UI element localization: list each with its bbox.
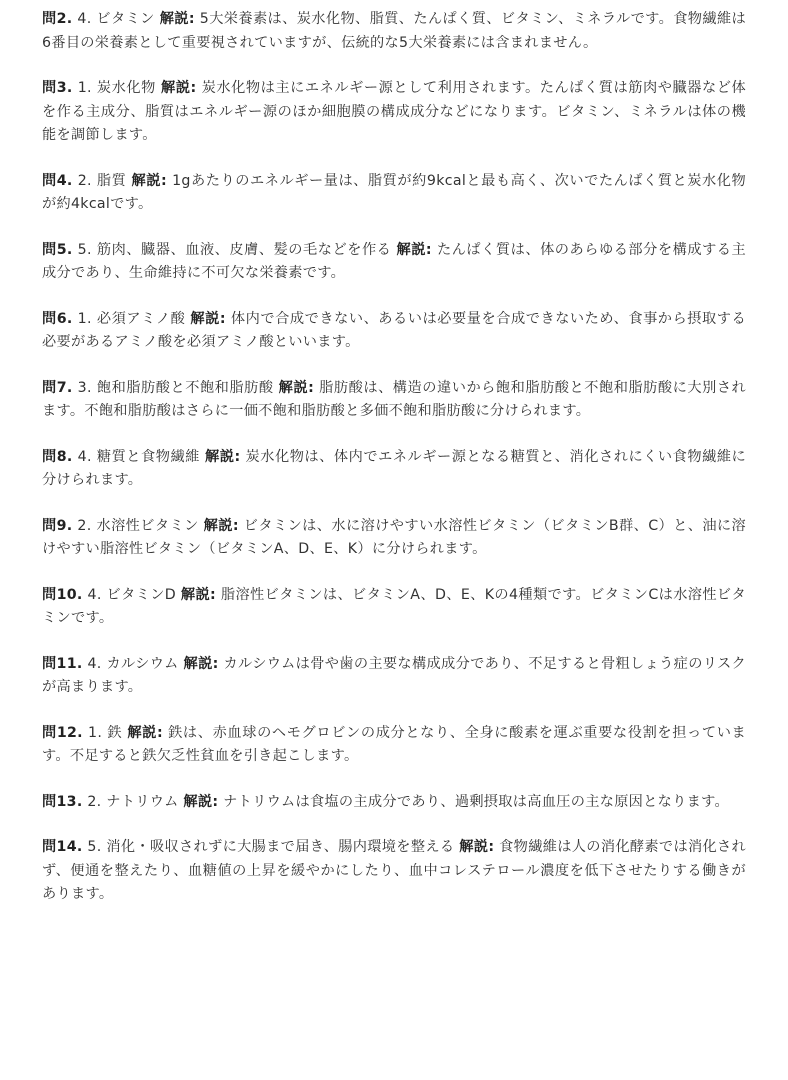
answer-text: 4. カルシウム xyxy=(87,655,179,672)
answer-text: 1. 炭水化物 xyxy=(77,80,156,96)
explanation-text: 体内で合成できない、あるいは必要量を合成できないため、食事から摂取する必要があるアミノ酸を必須アミノ酸といいます。 xyxy=(42,310,746,350)
answer-text: 2. ナトリウム xyxy=(87,793,179,810)
explanation-label: 解説: xyxy=(180,586,217,603)
question-number: 問12. xyxy=(42,724,83,741)
explanation-text: 5大栄養素は、炭水化物、脂質、たんぱく質、ビタミン、ミネラルです。食物繊維は6番目の栄養素として重要視されていますが、伝統的な5大栄養素には含まれません。 xyxy=(42,11,747,51)
question-item-3 xyxy=(42,77,746,148)
question-item-12 xyxy=(42,722,746,769)
question-item-8 xyxy=(42,446,746,493)
explanation-label: 解説: xyxy=(396,241,432,258)
explanation-text: カルシウムは骨や歯の主要な構成成分であり、不足すると骨粗しょう症のリスクが高まります。 xyxy=(42,655,747,695)
explanation-text: 炭水化物は、体内でエネルギー源となる糖質と、消化されにくい食物繊維に分けられます。 xyxy=(42,448,747,488)
explanation-text: 脂肪酸は、構造の違いから飽和脂肪酸と不飽和脂肪酸に大別されます。不飽和脂肪酸はさらに一価不飽和脂肪酸と多価不飽和脂肪酸に分けられます。 xyxy=(42,379,747,419)
question-number: 問3. xyxy=(42,80,73,96)
answer-text: 2. 水溶性ビタミン xyxy=(77,517,199,534)
question-number: 問9. xyxy=(42,517,73,534)
answer-text: 2. 脂質 xyxy=(77,172,127,189)
question-number: 問4. xyxy=(42,172,73,189)
explanation-text: たんぱく質は、体のあらゆる部分を構成する主成分であり、生命維持に不可欠な栄養素です。 xyxy=(42,241,747,281)
explanation-label: 解説: xyxy=(183,793,219,810)
question-number: 問5. xyxy=(42,241,73,258)
question-number: 問6. xyxy=(42,310,73,327)
answer-text: 1. 必須アミノ酸 xyxy=(77,310,186,327)
question-number: 問13. xyxy=(42,793,83,810)
question-item-6 xyxy=(42,308,746,355)
explanation-text: 脂溶性ビタミンは、ビタミンA、D、E、Kの4種類です。ビタミンCは水溶性ビタミンです。 xyxy=(42,586,746,626)
explanation-label: 解説: xyxy=(183,655,219,672)
explanation-label: 解説: xyxy=(459,839,495,855)
answer-text: 1. 鉄 xyxy=(88,724,123,741)
answer-text: 4. 糖質と食物繊維 xyxy=(77,448,200,465)
question-item-14 xyxy=(42,836,746,907)
answer-text: 5. 消化・吸収されずに大腸まで届き、腸内環境を整える xyxy=(87,839,455,855)
question-item-10 xyxy=(42,584,746,631)
explanation-text: 鉄は、赤血球のヘモグロビンの成分となり、全身に酸素を運ぶ重要な役割を担っています。不足すると鉄欠乏性貧血を引き起こします。 xyxy=(42,724,747,764)
question-item-7 xyxy=(42,377,746,424)
answer-text: 5. 筋肉、臓器、血液、皮膚、髪の毛などを作る xyxy=(77,241,392,258)
explanation-label: 解説: xyxy=(131,172,167,189)
question-number: 問7. xyxy=(42,379,73,396)
explanation-label: 解説: xyxy=(203,517,239,534)
question-item-4 xyxy=(42,170,746,217)
question-number: 問8. xyxy=(42,448,73,465)
answer-text: 4. ビタミン xyxy=(77,11,155,27)
question-item-11 xyxy=(42,653,746,700)
question-number: 問2. xyxy=(42,11,73,27)
question-number: 問10. xyxy=(42,586,83,603)
question-item-13 xyxy=(42,791,746,815)
explanation-label: 解説: xyxy=(278,379,315,396)
explanation-text: ビタミンは、水に溶けやすい水溶性ビタミン（ビタミンB群、C）と、油に溶けやすい脂溶性ビタミン（ビタミンA、D、E、K）に分けられます。 xyxy=(42,517,747,557)
answer-text: 3. 飽和脂肪酸と不飽和脂肪酸 xyxy=(77,379,274,396)
answer-text: 4. ビタミンD xyxy=(87,586,177,603)
explanation-label: 解説: xyxy=(127,724,163,741)
explanation-text: 1gあたりのエネルギー量は、脂質が約9kcalと最も高く、次いでたんぱく質と炭水化物が約4kcalです。 xyxy=(42,172,747,212)
explanation-text: ナトリウムは食塩の主成分であり、過剰摂取は高血圧の主な原因となります。 xyxy=(223,793,729,810)
explanation-label: 解説: xyxy=(161,80,197,96)
question-item-2 xyxy=(42,8,746,55)
question-item-9 xyxy=(42,515,746,562)
explanation-label: 解説: xyxy=(159,11,195,27)
explanation-label: 解説: xyxy=(205,448,241,465)
explanation-text: 炭水化物は主にエネルギー源として利用されます。たんぱく質は筋肉や臓器など体を作る主成分、脂質はエネルギー源のほか細胞膜の構成成分などになります。ビタミン、ミネラルは体の機能を調節します。 xyxy=(42,80,747,143)
explanation-text: 食物繊維は人の消化酵素では消化されず、便通を整えたり、血糖値の上昇を緩やかにしたり、血中コレステロール濃度を低下させたりする働きがあります。 xyxy=(42,839,747,902)
question-item-5 xyxy=(42,239,746,286)
question-number: 問11. xyxy=(42,655,83,672)
question-number: 問14. xyxy=(42,839,83,855)
explanation-label: 解説: xyxy=(190,310,226,327)
